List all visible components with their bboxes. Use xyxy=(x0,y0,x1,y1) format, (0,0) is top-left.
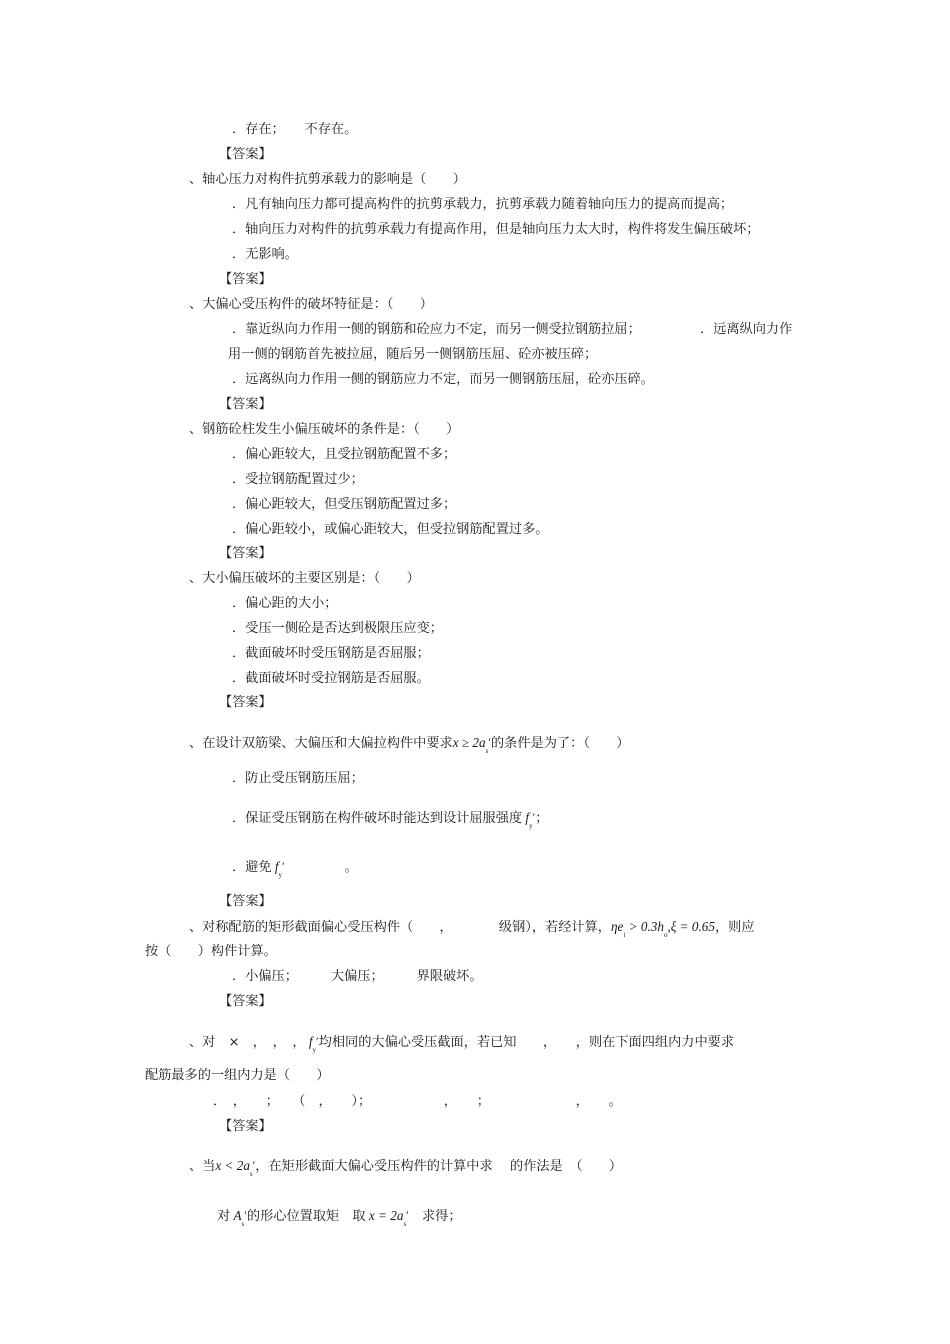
option-line: ．小偏压； 大偏压； 界限破坏。 xyxy=(232,969,483,984)
option-line: ．偏心距的大小； xyxy=(232,596,338,611)
answer-label: 【答案】 xyxy=(219,994,272,1009)
question-line: 、在设计双筋梁、大偏压和大偏拉构件中要求$x \ge 2a_s'$的条件是为了：（ ） xyxy=(189,735,630,755)
answer-label: 【答案】 xyxy=(219,1119,272,1134)
question-line-continued: 按（ ）构件计算。 xyxy=(145,944,277,959)
option-line-continued: 用一侧的钢筋首先被拉屈，随后另一侧钢筋压屈、砼亦被压碎； xyxy=(228,347,598,362)
option-line: ．受压一侧砼是否达到极限压应变； xyxy=(232,621,443,636)
formula: $f_y'$ xyxy=(274,859,285,879)
option-line: ．保证受压钢筋在构件破坏时能达到设计屈服强度 $f_y'$； xyxy=(232,810,549,830)
option-line: ．避免 $f_y'$ 。 xyxy=(232,859,358,879)
question-line: 、大小偏压破坏的主要区别是：（ ） xyxy=(189,571,420,586)
formula: $A_s'$ xyxy=(233,1208,247,1228)
option-line: 对 $A_s'$的形心位置取矩 取 $x = 2a_s'$ 求得； xyxy=(217,1208,462,1228)
formula: $x < 2a_s'$ xyxy=(215,1158,256,1178)
option-line: ．偏心距较大，且受拉钢筋配置不多； xyxy=(232,447,457,462)
question-line: 、大偏心受压构件的破坏特征是：（ ） xyxy=(189,297,433,312)
formula: $x \ge 2a_s'$ xyxy=(452,735,491,755)
option-line: ．截面破坏时受压钢筋是否屈服； xyxy=(232,646,430,661)
formula: $\eta e_i > 0.3h_o,\xi = 0.65$ xyxy=(611,919,715,939)
option-line: ．远离纵向力作用一侧的钢筋应力不定，而另一侧钢筋压屈，砼亦压碎。 xyxy=(232,372,654,387)
answer-label: 【答案】 xyxy=(219,147,272,162)
option-line: ．偏心距较大，但受压钢筋配置过多； xyxy=(232,497,457,512)
answer-label: 【答案】 xyxy=(219,272,272,287)
option-line: ．受拉钢筋配置过少； xyxy=(232,472,364,487)
formula: $f_y'$ xyxy=(525,810,536,830)
option-line: ．靠近纵向力作用一侧的钢筋和砼应力不定，而另一侧受拉钢筋拉屈； xyxy=(232,322,641,337)
question-line-continued: 配筋最多的一组内力是（ ） xyxy=(145,1068,330,1083)
option-line: ．防止受压钢筋压屈； xyxy=(232,771,364,786)
question-line: 、当$x < 2a_s'$，在矩形截面大偏心受压构件的计算中求 的作法是 （ ） xyxy=(189,1158,623,1178)
formula: $x = 2a_s'$ xyxy=(368,1208,409,1228)
option-line: ．无影响。 xyxy=(232,247,298,262)
answer-label: 【答案】 xyxy=(219,397,272,412)
option-line: ． ， ； （ ， ）； ， ； ， 。 xyxy=(213,1094,622,1109)
question-line: 、对称配筋的矩形截面偏心受压构件（ ， 级钢），若经计算，$\eta e_i > 0.3h_o,\xi = 0.65$，则应 xyxy=(189,919,755,939)
option-line: ．轴向压力对构件的抗剪承载力有提高作用，但是轴向压力太大时，构件将发生偏压破坏； xyxy=(232,222,760,237)
option-line: ．凡有轴向压力都可提高构件的抗剪承载力，抗剪承载力随着轴向压力的提高而提高； xyxy=(232,197,734,212)
option-line: ．偏心距较小，或偏心距较大，但受拉钢筋配置过多。 xyxy=(232,522,549,537)
option-line: ．截面破坏时受拉钢筋是否屈服。 xyxy=(232,671,430,686)
option-line: ．远离纵向力作 xyxy=(700,322,793,337)
question-line: 、对 × ， ， ， $f_y'$均相同的大偏心受压截面，若已知 ， ，则在下面四组内力中要求 xyxy=(189,1034,735,1054)
answer-label: 【答案】 xyxy=(219,695,272,710)
question-line: 、钢筋砼柱发生小偏压破坏的条件是：（ ） xyxy=(189,422,460,437)
formula: $f_y'$ xyxy=(308,1034,319,1054)
answer-label: 【答案】 xyxy=(219,894,272,909)
answer-label: 【答案】 xyxy=(219,546,272,561)
question-line: 、轴心压力对构件抗剪承载力的影响是（ ） xyxy=(189,172,466,187)
option-line: ．存在； 不存在。 xyxy=(232,122,358,137)
